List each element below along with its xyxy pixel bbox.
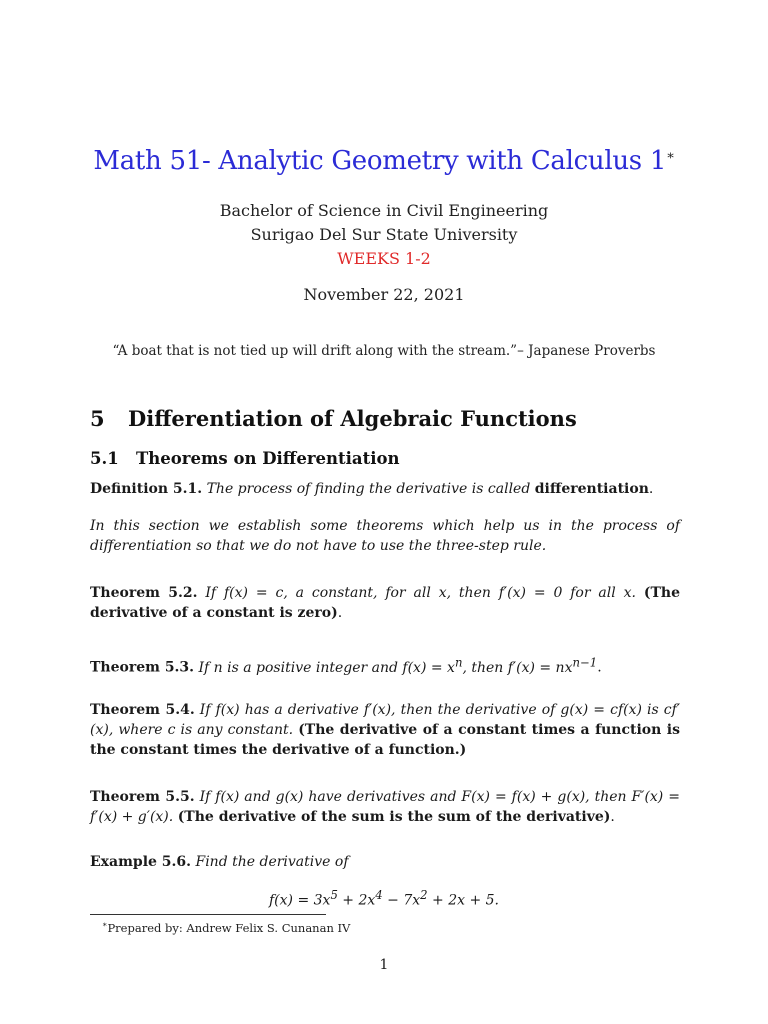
theorem-5-5-label: Theorem 5.5.: [90, 789, 195, 805]
footnote: [102, 920, 350, 935]
subsection-heading: [90, 449, 399, 468]
section-number: 5: [90, 406, 105, 431]
theorem-5-3-exponent-a: n: [454, 655, 463, 669]
theorem-5-2-note: (The derivative of a constant is zero): [90, 585, 680, 621]
section-title: Differentiation of Algebraic Functions: [128, 406, 577, 431]
example-equation: [0, 888, 768, 909]
weeks-line: WEEKS 1-2: [337, 249, 431, 268]
document-title: [0, 146, 768, 176]
example-text: Find the derivative of: [195, 854, 349, 870]
footnote-rule: [90, 914, 326, 915]
footnote-text: Prepared by: Andrew Felix S. Cunanan IV: [107, 920, 351, 935]
subsection-number: 5.1: [90, 449, 119, 468]
theorem-5-5-statement: If f(x) and g(x) have derivatives and F(x) = f(x) + g(x), then F′(x) = f′(x) + g′(x).: [90, 789, 680, 825]
example-5-6: [90, 852, 680, 872]
program-line: Bachelor of Science in Civil Engineering: [219, 201, 549, 220]
theorem-5-3-exponent-b: n−1: [572, 655, 598, 669]
theorem-5-5: [90, 787, 680, 827]
theorem-5-4-label: Theorem 5.4.: [90, 702, 195, 718]
theorem-5-4-note: (The derivative of a constant times a function is the constant times the derivative of a function.): [90, 722, 680, 758]
university-line: Surigao Del Sur State University: [250, 225, 518, 244]
theorem-5-4: [90, 700, 680, 760]
equation-exponent-2: 4: [375, 888, 383, 902]
definition-5-1: [90, 479, 680, 499]
definition-label: Definition 5.1.: [90, 481, 203, 497]
page-number: 1: [379, 957, 389, 973]
theorem-5-2-label: Theorem 5.2.: [90, 585, 198, 601]
theorem-5-3-label: Theorem 5.3.: [90, 659, 195, 676]
definition-period: .: [648, 481, 654, 497]
definition-text: The process of finding the derivative is called: [206, 481, 531, 497]
equation-part-a: f(x) = 3x: [269, 892, 331, 909]
subsection-title: Theorems on Differentiation: [136, 449, 400, 468]
title-footnote-mark: ∗: [666, 148, 675, 164]
epigraph-quote: “A boat that is not tied up will drift along with the stream.”– Japanese Proverbs: [112, 343, 656, 359]
definition-term: differentiation: [534, 481, 649, 497]
equation-part-d: + 2x + 5.: [427, 892, 499, 909]
theorem-5-2: [90, 583, 680, 623]
theorem-5-5-note: (The derivative of the sum is the sum of the derivative): [177, 809, 611, 825]
section-heading: [90, 406, 577, 431]
theorem-5-2-period: .: [337, 605, 343, 621]
theorem-5-3: [90, 652, 680, 678]
theorem-5-3-part-a: If n is a positive integer and f(x) = x: [198, 659, 455, 676]
theorem-5-2-statement: If f(x) = c, a constant, for all x, then f′(x) = 0 for all x.: [205, 585, 636, 601]
theorem-5-3-period: .: [597, 659, 602, 676]
document-date: November 22, 2021: [303, 285, 465, 304]
theorem-5-3-part-b: , then f′(x) = nx: [462, 659, 573, 676]
title-text: Math 51- Analytic Geometry with Calculus 1: [93, 146, 667, 176]
equation-part-c: − 7x: [382, 892, 421, 909]
equation-exponent-3: 2: [420, 888, 428, 902]
footnote-mark: ∗: [102, 920, 108, 929]
theorem-5-3-statement: [198, 655, 598, 676]
theorem-5-5-period: .: [610, 809, 615, 825]
example-label: Example 5.6.: [90, 854, 192, 870]
equation-exponent-1: 5: [330, 888, 338, 902]
equation-part-b: + 2x: [337, 892, 376, 909]
theorem-5-4-statement: If f(x) has a derivative f′(x), then the derivative of g(x) = cf(x) is cf′(x), where c is any constant.: [90, 702, 681, 738]
intro-paragraph: In this section we establish some theorems which help us in the process of differentiation so that we do not have to use the three-step rule.: [90, 518, 680, 554]
